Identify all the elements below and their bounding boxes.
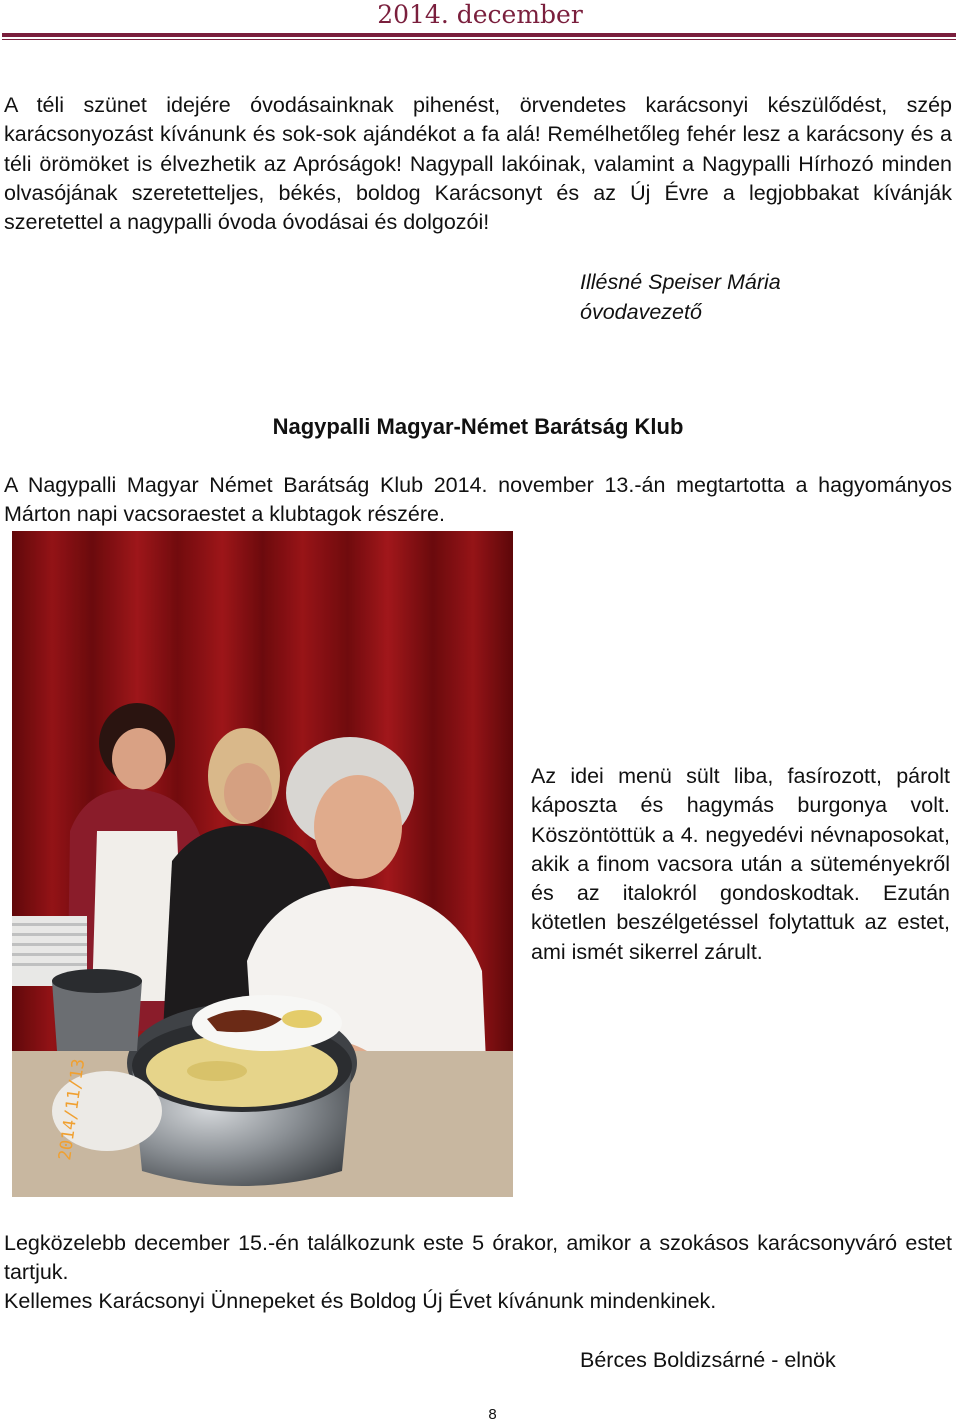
menu-paragraph: Az idei menü sült liba, fasírozott, párolt káposzta és hagymás burgonya volt. Köszöntöttük a 4. negyedévi névnaposokat, akik a finom vacsora után a süteményekről és az italokról gondoskodtak. Ezután kötetlen beszélgetéssel folytattuk az estet, ami ismét sikerrel zárult. xyxy=(531,764,950,964)
dinner-photo xyxy=(12,531,513,1197)
signature-role: óvodavezető xyxy=(580,299,702,324)
club-intro-paragraph: A Nagypalli Magyar Német Barátság Klub 2014. november 13.-án megtartotta a hagyományos Márton napi vacsoraestet a klubtagok részére. xyxy=(4,473,952,527)
page-number: 8 xyxy=(488,1406,497,1423)
club-signature: Bérces Boldizsárné - elnök xyxy=(580,1348,836,1372)
wishes-paragraph: Kellemes Karácsonyi Ünnepeket és Boldog Új Évet kívánunk mindenkinek. xyxy=(4,1289,717,1313)
kindergarten-paragraph: A téli szünet idejére óvodásainknak pihenést, örvendetes karácsonyi készülődést, szép karácsonyozást kívánunk és sok-sok ajándékot a fa alá! Remélhetőleg fehér lesz a karácsony és a téli örömöket is élvezhetik az Apróságok! Nagypall lakóinak, valamint a Nagypalli Hírhozó minden olvasójának szeretetteljes, békés, boldog Karácsonyt és az Új Évre a legjobbakat kívánják szeretettel a nagypalli óvoda óvodásai és dolgozói! xyxy=(4,93,952,235)
kindergarten-signature xyxy=(580,268,781,327)
signature-name: Illésné Speiser Mária xyxy=(580,270,781,294)
photo-date-stamp: 2014/11/13 xyxy=(55,1057,90,1162)
header-rule xyxy=(2,33,956,37)
club-heading: Nagypalli Magyar-Német Barátság Klub xyxy=(272,414,684,439)
header-title: 2014. december xyxy=(377,0,583,29)
next-event-paragraph: Legközelebb december 15.-én találkozunk este 5 órakor, amikor a szokásos karácsonyváró estet tartjuk. xyxy=(4,1231,952,1285)
header-rule-thin xyxy=(2,39,956,40)
